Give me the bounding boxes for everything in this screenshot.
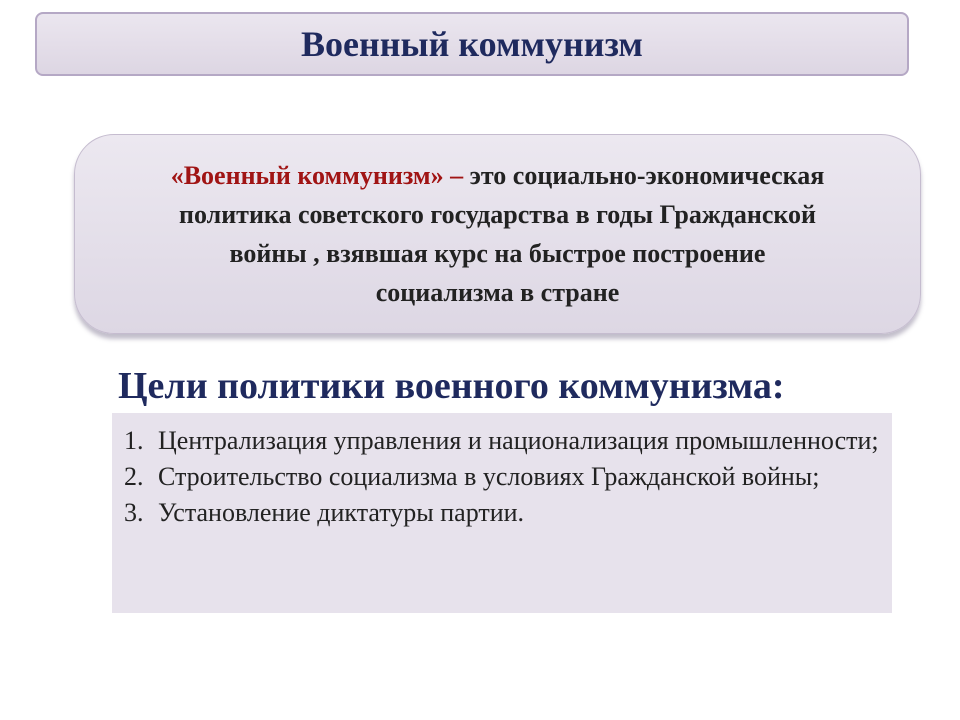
goal-item-3 — [124, 495, 882, 531]
goals-box — [112, 413, 892, 613]
definition-line-3: войны , взявшая курс на быстрое построение — [229, 239, 766, 268]
definition-line-4: социализма в стране — [375, 278, 620, 307]
goal-number: 2. — [124, 462, 144, 491]
page-title: Военный коммунизм — [301, 24, 643, 64]
definition-line-1: это социально-экономическая — [463, 161, 825, 190]
goal-number: 3. — [124, 498, 144, 527]
definition-term: «Военный коммунизм» – — [170, 161, 464, 190]
goal-item-1 — [124, 423, 882, 459]
goal-text: Строительство социализма в условиях Гражданской войны; — [158, 462, 820, 491]
title-banner — [35, 12, 909, 76]
goal-number: 1. — [124, 426, 144, 455]
goal-text: Централизация управления и национализация промышленности; — [158, 426, 879, 455]
definition-text — [171, 156, 825, 312]
goals-list — [124, 423, 882, 531]
goals-heading: Цели политики военного коммунизма: — [118, 365, 785, 407]
goal-text: Установление диктатуры партии. — [158, 498, 525, 527]
definition-box — [74, 134, 921, 334]
goal-item-2 — [124, 459, 882, 495]
definition-line-2: политика советского государства в годы Гражданской — [178, 200, 817, 229]
